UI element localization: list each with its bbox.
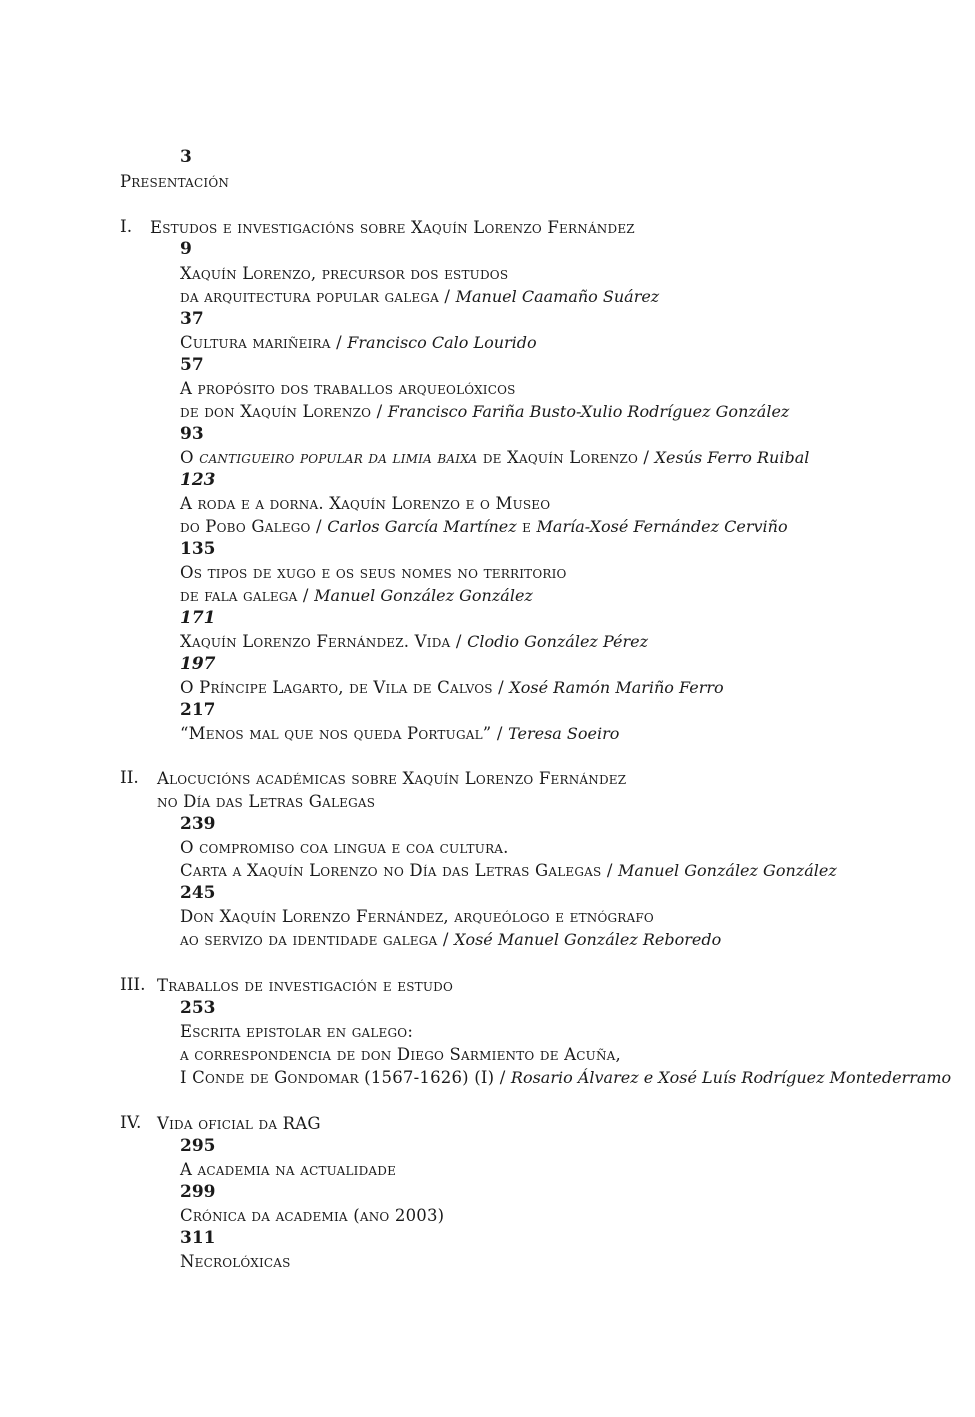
entry-title: de don Xaquín Lorenzo / <box>180 402 388 421</box>
entry-author: Manuel González González <box>314 586 533 605</box>
entry-join: e <box>516 517 537 536</box>
entry-author: Teresa Soeiro <box>508 724 620 743</box>
section-title: no Día das Letras Galegas <box>157 792 376 811</box>
entry-title: Crónica da academia (ano 2003) <box>180 1206 445 1225</box>
entry-page-number: 123 <box>180 470 216 490</box>
entry-page-number: 37 <box>180 309 204 329</box>
entry-line <box>180 400 789 423</box>
entry-page-number: 311 <box>180 1228 216 1248</box>
entry-title: da arquitectura popular galega / <box>180 287 456 306</box>
entry-author: Clodio González Pérez <box>467 632 648 651</box>
entry-title: Xaquín Lorenzo Fernández. Vida / <box>180 632 468 651</box>
entry-page-number: 135 <box>180 539 216 559</box>
entry-title: I Conde de Gondomar (1567-1626) (I) / <box>180 1068 511 1087</box>
entry-page-number: 245 <box>180 883 216 903</box>
entry-page-number: 239 <box>180 814 216 834</box>
entry-title: Xaquín Lorenzo, precursor dos estudos <box>180 264 509 283</box>
entry-line <box>180 676 724 699</box>
entry-author: Francisco Calo Lourido <box>347 333 537 352</box>
entry-title: Escrita epistolar en galego: <box>180 1022 414 1041</box>
entry-author: Xesús Ferro Ruibal <box>654 448 810 467</box>
entry-author: Manuel González González <box>618 861 837 880</box>
entry-line <box>180 630 648 653</box>
section-numeral: I. <box>120 217 133 237</box>
entry-page-number: 299 <box>180 1182 216 1202</box>
section-numeral: III. <box>120 975 146 995</box>
intro-page-number: 3 <box>180 147 192 167</box>
entry-page-number: 9 <box>180 239 192 259</box>
entry-title-emphasis: cantigueiro popular da limia baixa <box>199 448 478 467</box>
entry-title: Cultura mariñeira / <box>180 333 348 352</box>
entry-line <box>180 928 721 951</box>
entry-join: e <box>638 1068 659 1087</box>
entry-author: Xosé Ramón Mariño Ferro <box>509 678 724 697</box>
entry-title: A roda e a dorna. Xaquín Lorenzo e o Museo <box>180 494 551 513</box>
entry-line <box>180 722 619 745</box>
entry-author: Manuel Caamaño Suárez <box>455 287 660 306</box>
intro-title: Presentación <box>120 172 230 191</box>
entry-author: Xosé Luís Rodríguez Montederramo <box>658 1068 952 1087</box>
section-numeral: II. <box>120 768 139 788</box>
entry-title: A academia na actualidade <box>180 1160 397 1179</box>
section-title: Traballos de investigación e estudo <box>157 976 454 995</box>
entry-author: Xosé Manuel González Reboredo <box>454 930 722 949</box>
entry-line <box>180 1066 951 1089</box>
entry-author: Rosario Álvarez <box>510 1068 639 1087</box>
entry-title: O compromiso coa lingua e coa cultura. <box>180 838 509 857</box>
entry-page-number: 93 <box>180 424 204 444</box>
entry-title: ao servizo da identidade galega / <box>180 930 455 949</box>
entry-page-number: 57 <box>180 355 204 375</box>
entry-title: A propósito dos traballos arqueolóxicos <box>180 379 516 398</box>
entry-title: “Menos mal que nos queda Portugal” / <box>180 724 509 743</box>
entry-title: Carta a Xaquín Lorenzo no Día das Letras Galegas / <box>180 861 619 880</box>
entry-author: María-Xosé Fernández Cerviño <box>536 517 788 536</box>
entry-line <box>180 584 533 607</box>
entry-page-number: 253 <box>180 998 216 1018</box>
entry-title: O <box>180 448 200 467</box>
entry-line <box>180 331 537 354</box>
entry-title: de Xaquín Lorenzo / <box>477 448 655 467</box>
entry-title: do Pobo Galego / <box>180 517 328 536</box>
section-title: Vida oficial da RAG <box>157 1114 321 1133</box>
entry-title: O Príncipe Lagarto, de Vila de Calvos / <box>180 678 510 697</box>
entry-title: Necrolóxicas <box>180 1252 291 1271</box>
entry-line <box>180 446 809 469</box>
entry-author: Francisco Fariña Busto-Xulio Rodríguez González <box>387 402 790 421</box>
entry-author: Carlos García Martínez <box>327 517 517 536</box>
entry-line <box>180 285 659 308</box>
entry-line <box>180 515 788 538</box>
section-title: Estudos e investigacións sobre Xaquín Lorenzo Fernández <box>150 218 635 237</box>
entry-title: Os tipos de xugo e os seus nomes no territorio <box>180 563 567 582</box>
entry-page-number: 171 <box>180 608 216 628</box>
entry-title: Don Xaquín Lorenzo Fernández, arqueólogo e etnógrafo <box>180 907 654 926</box>
section-title: Alocucións académicas sobre Xaquín Lorenzo Fernández <box>157 769 627 788</box>
entry-title: a correspondencia de don Diego Sarmiento de Acuña, <box>180 1045 621 1064</box>
entry-page-number: 217 <box>180 700 216 720</box>
entry-page-number: 197 <box>180 654 216 674</box>
entry-page-number: 295 <box>180 1136 216 1156</box>
section-numeral: IV. <box>120 1113 142 1133</box>
entry-line <box>180 859 837 882</box>
entry-title: de fala galega / <box>180 586 315 605</box>
